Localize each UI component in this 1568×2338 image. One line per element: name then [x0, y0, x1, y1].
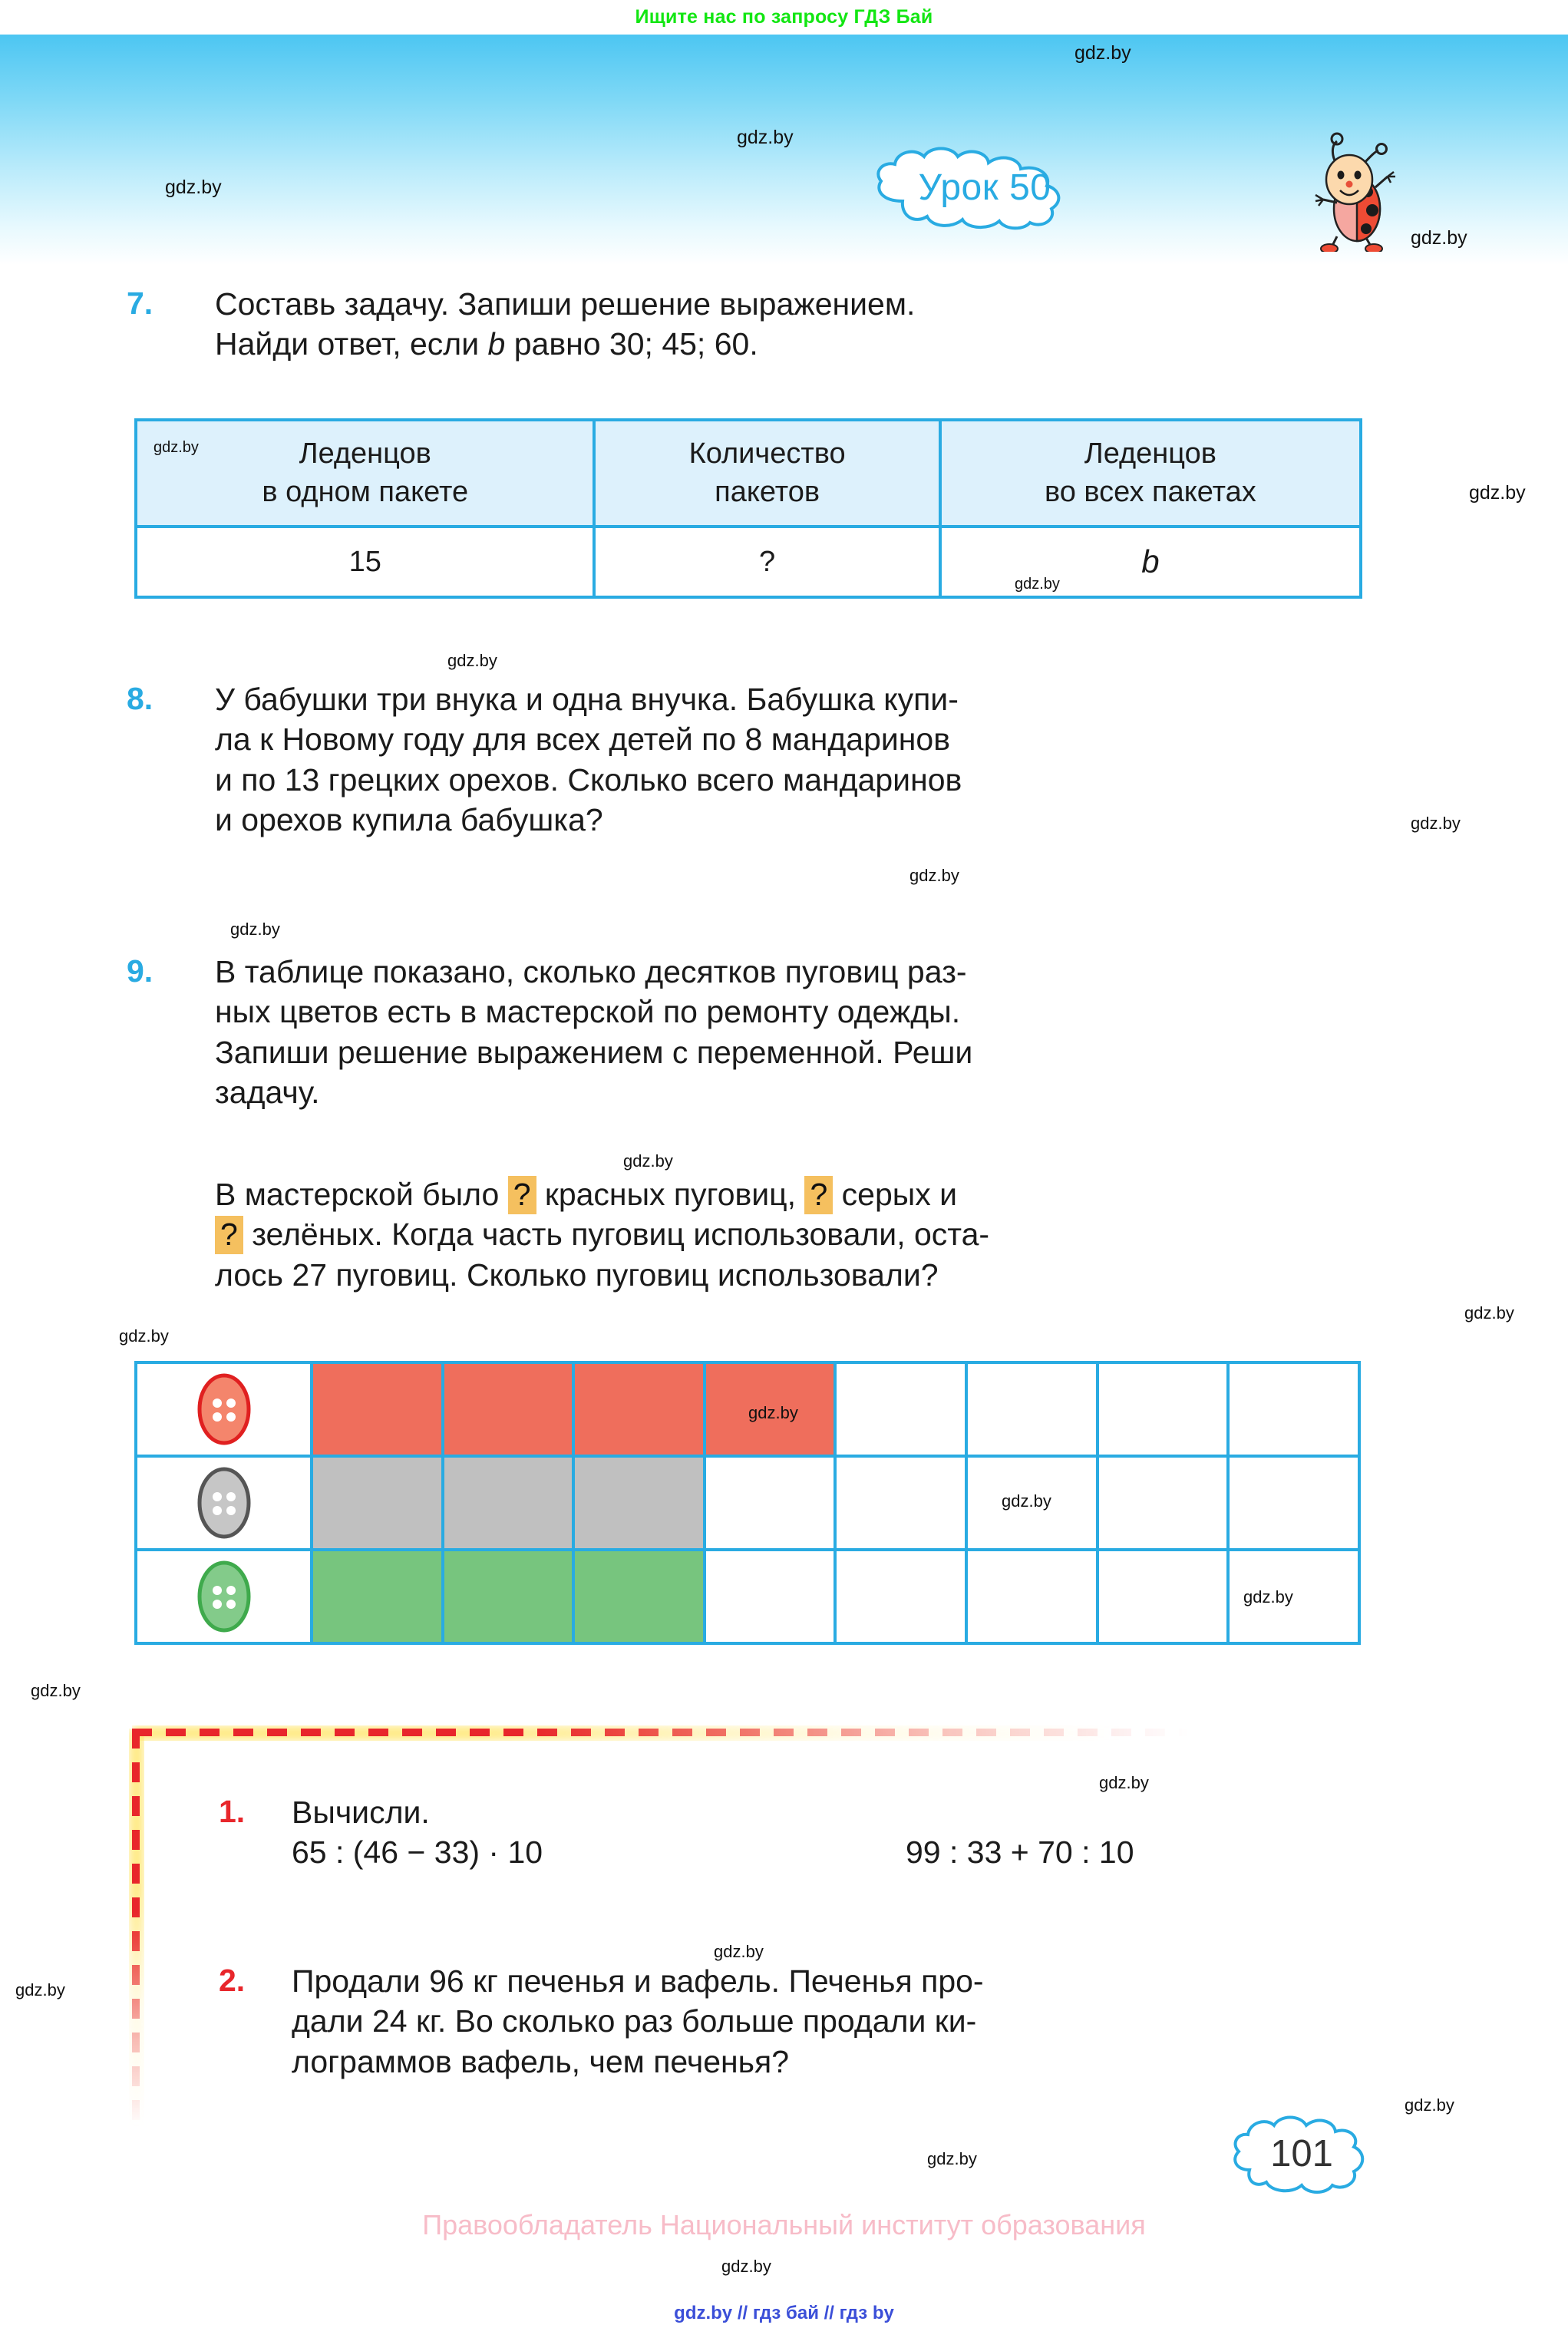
grid-cell-red-8	[1228, 1362, 1359, 1456]
header-3-line-2: во всех пакетах	[1044, 475, 1256, 508]
red-button-icon-cell	[136, 1362, 312, 1456]
candy-table-header-row	[136, 420, 1361, 527]
header-3-line-1: Леденцов	[1084, 438, 1216, 471]
homework-2-line-3: лограммов вафель, чем печенья?	[292, 2043, 790, 2079]
candy-table-cell-total-candies	[940, 527, 1361, 597]
task-9-line-1: В таблице показано, сколько десятков пуговиц раз-	[215, 954, 967, 989]
grid-cell-red-1	[312, 1362, 443, 1456]
task-8	[127, 679, 1378, 840]
lesson-title-label: Урок 50	[918, 167, 1051, 208]
watermark: gdz.by	[31, 1681, 81, 1700]
grid-cell-green-2	[443, 1550, 574, 1643]
watermark: gdz.by	[1002, 1491, 1051, 1511]
watermark: gdz.by	[748, 1403, 798, 1422]
grid-cell-gray-7	[1098, 1456, 1229, 1550]
grid-cell-green-7	[1098, 1550, 1229, 1643]
header-1-line-2: в одном пакете	[262, 475, 469, 508]
watermark: gdz.by	[623, 1151, 673, 1171]
watermark: gdz.by	[927, 2149, 977, 2168]
grid-cell-gray-1	[312, 1456, 443, 1550]
button-count-grid	[134, 1361, 1361, 1645]
homework-1-number: 1.	[219, 1794, 246, 1829]
task-7-line-1: Составь задачу. Запиши решение выражением.	[215, 286, 916, 322]
lesson-title-cloud	[866, 144, 1104, 230]
grid-cell-green-8	[1228, 1550, 1359, 1643]
watermark: gdz.by	[1074, 42, 1131, 64]
watermark: gdz.by	[909, 866, 959, 885]
header-2-line-2: пакетов	[715, 475, 820, 508]
page-number-cloud	[1226, 2104, 1377, 2204]
homework-box-top-border	[132, 1729, 1452, 1736]
task-9	[127, 952, 1378, 1113]
unknown-green-count: ?	[215, 1216, 243, 1254]
copyright-notice: Правообладатель Национальный институт образования	[422, 2209, 1146, 2241]
promo-banner	[0, 0, 1568, 35]
page-number-label: 101	[1270, 2133, 1333, 2175]
task-9-problem-line-1	[215, 1174, 1366, 1214]
watermark: gdz.by	[1405, 2095, 1454, 2115]
homework-2-number: 2.	[219, 1963, 246, 1998]
task-7-line-2: Найди ответ, если b равно 30; 45; 60.	[215, 326, 758, 362]
promo-banner-text: Ищите нас по запросу ГДЗ Бай	[635, 6, 933, 28]
watermark: gdz.by	[230, 920, 280, 939]
candy-table-cell-candies-per-pack: 15	[136, 527, 594, 597]
ladybug-mascot-icon	[1297, 129, 1405, 252]
watermark: gdz.by	[714, 1942, 764, 1961]
unknown-red-count: ?	[508, 1176, 536, 1214]
task-8-line-4: и орехов купила бабушка?	[215, 802, 603, 838]
watermark: gdz.by	[1411, 814, 1461, 833]
task-7	[127, 284, 1362, 365]
homework-1-expr-left: 65 : (46 − 33) · 10	[292, 1834, 543, 1871]
task-9-number: 9.	[127, 953, 153, 989]
homework-box-left-border	[132, 1729, 140, 2128]
watermark: gdz.by	[15, 1980, 65, 2000]
watermark: gdz.by	[119, 1326, 169, 1346]
grid-cell-gray-5	[835, 1456, 966, 1550]
watermark: gdz.by	[1464, 1303, 1514, 1323]
grid-cell-green-4	[705, 1550, 836, 1643]
problem-seg-4: зелёных. Когда часть пуговиц использовали, оста-	[243, 1217, 990, 1253]
grid-cell-red-3	[573, 1362, 705, 1456]
candy-table-header-cell-1	[136, 420, 594, 527]
grid-cell-green-3	[573, 1550, 705, 1643]
grid-cell-red-2	[443, 1362, 574, 1456]
watermark: gdz.by	[447, 651, 497, 670]
task-9-line-3: Запиши решение выражением с переменной. Реши	[215, 1034, 973, 1070]
site-footer-links: gdz.by // гдз бай // гдз by	[674, 2303, 894, 2323]
task-9-problem-line-3: лось 27 пуговиц. Сколько пуговиц использовали?	[215, 1257, 939, 1293]
watermark: gdz.by	[1243, 1587, 1293, 1607]
watermark: gdz.by	[1015, 576, 1060, 593]
variable-b-label: b	[1141, 543, 1160, 580]
table-row	[136, 1456, 1359, 1550]
grid-cell-gray-8	[1228, 1456, 1359, 1550]
watermark: gdz.by	[1099, 1773, 1149, 1792]
task-9-line-4: задачу.	[215, 1075, 320, 1111]
grid-cell-red-7	[1098, 1362, 1229, 1456]
grid-cell-gray-2	[443, 1456, 574, 1550]
grid-cell-green-1	[312, 1550, 443, 1643]
homework-2-line-1: Продали 96 кг печенья и вафель. Печенья про-	[292, 1963, 984, 1999]
grid-cell-red-6	[966, 1362, 1098, 1456]
table-row	[136, 1550, 1359, 1643]
task-8-number: 8.	[127, 681, 153, 716]
homework-2-line-2: дали 24 кг. Во сколько раз больше продали ки-	[292, 2003, 977, 2039]
watermark: gdz.by	[165, 177, 222, 198]
candy-table-header-cell-2	[594, 420, 939, 527]
task-8-line-2: ла к Новому году для всех детей по 8 мандаринов	[215, 722, 950, 758]
grid-cell-green-6	[966, 1550, 1098, 1643]
homework-item-2	[219, 1961, 1378, 2082]
watermark: gdz.by	[737, 127, 794, 148]
problem-seg-2: красных пуговиц,	[536, 1177, 805, 1212]
problem-seg-3: серых и	[833, 1177, 958, 1212]
candy-table-header-cell-3	[940, 420, 1361, 527]
grid-cell-red-4	[705, 1362, 836, 1456]
candy-table	[134, 418, 1362, 599]
grid-cell-gray-4	[705, 1456, 836, 1550]
homework-1-expr-right: 99 : 33 + 70 : 10	[906, 1834, 1134, 1871]
candy-table-cell-pack-count: ?	[594, 527, 939, 597]
table-row	[136, 1362, 1359, 1456]
task-9-line-2: ных цветов есть в мастерской по ремонту одежды.	[215, 994, 961, 1030]
header-1-line-1: Леденцов	[299, 438, 431, 471]
grid-cell-gray-6	[966, 1456, 1098, 1550]
green-button-icon-cell	[136, 1550, 312, 1643]
task-9-problem-line-2	[215, 1214, 1366, 1254]
gray-button-icon	[194, 1465, 254, 1541]
candy-table-data-row	[136, 527, 1361, 597]
grid-cell-red-5	[835, 1362, 966, 1456]
green-button-icon	[194, 1558, 254, 1635]
homework-item-1	[219, 1792, 1378, 1874]
watermark: gdz.by	[153, 439, 199, 456]
homework-1-expressions	[292, 1832, 1374, 1874]
header-2-line-1: Количество	[688, 438, 846, 471]
problem-seg-1: В мастерской было	[215, 1177, 508, 1212]
grid-cell-green-5	[835, 1550, 966, 1643]
task-7-number: 7.	[127, 286, 153, 321]
watermark: gdz.by	[721, 2257, 771, 2276]
grid-cell-gray-3	[573, 1456, 705, 1550]
watermark: gdz.by	[1411, 227, 1467, 249]
homework-1-title: Вычисли.	[292, 1795, 430, 1830]
task-8-line-3: и по 13 грецких орехов. Сколько всего мандаринов	[215, 761, 962, 797]
unknown-gray-count: ?	[804, 1176, 833, 1214]
gray-button-icon-cell	[136, 1456, 312, 1550]
watermark: gdz.by	[1469, 482, 1526, 504]
task-9-problem	[215, 1174, 1366, 1295]
red-button-icon	[194, 1371, 254, 1448]
task-8-line-1: У бабушки три внука и одна внучка. Бабушка купи-	[215, 682, 959, 717]
